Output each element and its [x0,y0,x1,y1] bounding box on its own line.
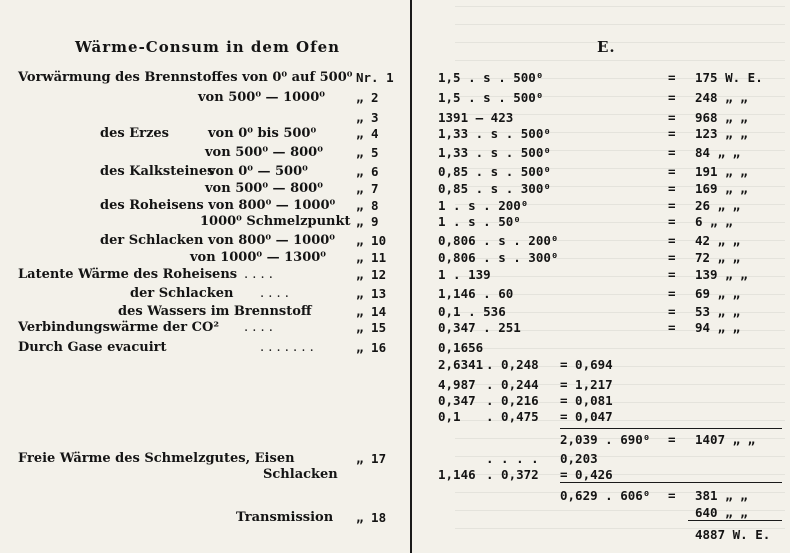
row-sublabel: Schlacken [263,467,338,482]
formula: 2,6341 [438,357,484,372]
result-value: 968 „ „ [695,110,748,125]
formula-factor: . 0,475 [486,409,539,424]
row-number: Nr. 1 [356,70,394,85]
row-label: Freie Wärme des Schmelzgutes, Eisen [18,451,295,466]
result-value: 4887 W. E. [695,527,771,542]
formula: 1 . s . 200⁰ [438,198,529,213]
formula: 0,1 [438,409,461,424]
formula: 0,85 . s . 500⁰ [438,164,551,179]
equals-sign: = [668,110,676,125]
result-value: 169 „ „ [695,181,748,196]
row-sublabel: von 0⁰ bis 500⁰ [208,126,317,141]
row-number: „ 17 [356,451,387,466]
row-label: Verbindungswärme der CO² [18,320,220,335]
row-sublabel: von 1000⁰ — 1300⁰ [190,250,327,265]
subtotal: 0,203 [560,451,598,466]
result-value: 175 W. E. [695,70,763,85]
row-sublabel: von 0⁰ — 500⁰ [208,164,308,179]
equals-sign: = [668,145,676,160]
formula: 1,146 . 60 [438,286,514,301]
row-number: „ 13 [356,286,387,301]
equals-sign: = [668,214,676,229]
section-label: E. [597,38,616,56]
result-value: 123 „ „ [695,126,748,141]
result-value: 53 „ „ [695,304,741,319]
leader-dots: . . . . [244,267,273,282]
row-sublabel: von 500⁰ — 800⁰ [205,145,323,160]
subtotal: = 0,426 [560,467,613,482]
formula: 0,85 . s . 300⁰ [438,181,551,196]
equals-sign: = [668,198,676,213]
result-value: 72 „ „ [695,250,741,265]
subtotal: = 0,694 [560,357,613,372]
row-label: des Erzes [100,126,169,141]
sum-rule-1 [560,428,782,429]
result-value: 1407 „ „ [695,432,756,447]
equals-sign: = [668,126,676,141]
formula: 0,347 [438,393,476,408]
row-sublabel: von 500⁰ — 800⁰ [205,181,323,196]
equals-sign: = [668,304,676,319]
formula: 1,5 . s . 500⁰ [438,70,544,85]
row-label: Durch Gase evacuirt [18,340,167,355]
formula: 0,806 . s . 200⁰ [438,233,559,248]
row-label: der Schlacken [130,286,234,301]
leader-dots: . . . . [260,286,289,301]
equals-sign: = [668,432,676,447]
row-number: „ 7 [356,181,379,196]
row-number: „ 14 [356,304,387,319]
equals-sign: = [668,70,676,85]
formula: 1,33 . s . 500⁰ [438,145,551,160]
leader-dots: . . . . . . . [260,340,314,355]
leader-dots: . . . . [244,320,273,335]
formula-factor: . 0,248 [486,357,539,372]
result-value: 191 „ „ [695,164,748,179]
row-number: „ 15 [356,320,387,335]
subtotal: 2,039 . 690⁰ [560,432,651,447]
formula: 1,33 . s . 500⁰ [438,126,551,141]
row-sublabel: 1000⁰ Schmelzpunkt [200,214,351,229]
formula: 0,806 . s . 300⁰ [438,250,559,265]
formula: 0,1 . 536 [438,304,506,319]
sum-rule-2 [560,482,782,483]
row-number: „ 18 [356,510,387,525]
equals-sign: = [668,90,676,105]
row-number: „ 5 [356,145,379,160]
row-label: des Wassers im Brennstoff [118,304,312,319]
subtotal: = 1,217 [560,377,613,392]
row-number: „ 8 [356,198,379,213]
subtotal: 0,629 . 606⁰ [560,488,651,503]
row-number: „ 2 [356,90,379,105]
row-label: des Kalksteines [100,164,215,179]
equals-sign: = [668,250,676,265]
total-rule [688,520,782,521]
formula: 1 . 139 [438,267,491,282]
row-number: „ 16 [356,340,387,355]
formula: 1391 — 423 [438,110,514,125]
row-number: „ 12 [356,267,387,282]
formula: 1,146 [438,467,476,482]
row-number: „ 11 [356,250,387,265]
result-value: 26 „ „ [695,198,741,213]
formula-factor: . 0,244 [486,377,539,392]
row-label: Vorwärmung des Brennstoffes von 0⁰ auf 500⁰ [18,70,353,85]
page-heading: Wärme-Consum in dem Ofen [75,38,341,56]
equals-sign: = [668,267,676,282]
result-value: 69 „ „ [695,286,741,301]
equals-sign: = [668,286,676,301]
row-number: „ 3 [356,110,379,125]
row-number: „ 4 [356,126,379,141]
subtotal: = 0,081 [560,393,613,408]
formula-factor: . . . . [486,451,539,466]
result-value: 94 „ „ [695,320,741,335]
equals-sign: = [668,164,676,179]
result-value: 84 „ „ [695,145,741,160]
formula: 4,987 [438,377,476,392]
subtotal: = 0,047 [560,409,613,424]
equals-sign: = [668,233,676,248]
result-value: 381 „ „ [695,488,748,503]
row-number: „ 6 [356,164,379,179]
row-number: „ 10 [356,233,387,248]
row-label: Transmission [236,510,334,525]
result-value: 6 „ „ [695,214,733,229]
row-label: der Schlacken von 800⁰ — 1000⁰ [100,233,335,248]
equals-sign: = [668,181,676,196]
result-value: 139 „ „ [695,267,748,282]
formula-factor: . 0,216 [486,393,539,408]
formula: 1,5 . s . 500⁰ [438,90,544,105]
formula: 0,347 . 251 [438,320,521,335]
row-label: des Roheisens von 800⁰ — 1000⁰ [100,198,336,213]
result-value: 640 „ „ [695,505,748,520]
formula: 1 . s . 50⁰ [438,214,521,229]
formula: 0,1656 [438,340,484,355]
result-value: 42 „ „ [695,233,741,248]
result-value: 248 „ „ [695,90,748,105]
row-label: Latente Wärme des Roheisens [18,267,238,282]
equals-sign: = [668,488,676,503]
equals-sign: = [668,320,676,335]
column-divider [410,0,412,553]
row-number: „ 9 [356,214,379,229]
formula-factor: . 0,372 [486,467,539,482]
row-sublabel: von 500⁰ — 1000⁰ [198,90,325,105]
